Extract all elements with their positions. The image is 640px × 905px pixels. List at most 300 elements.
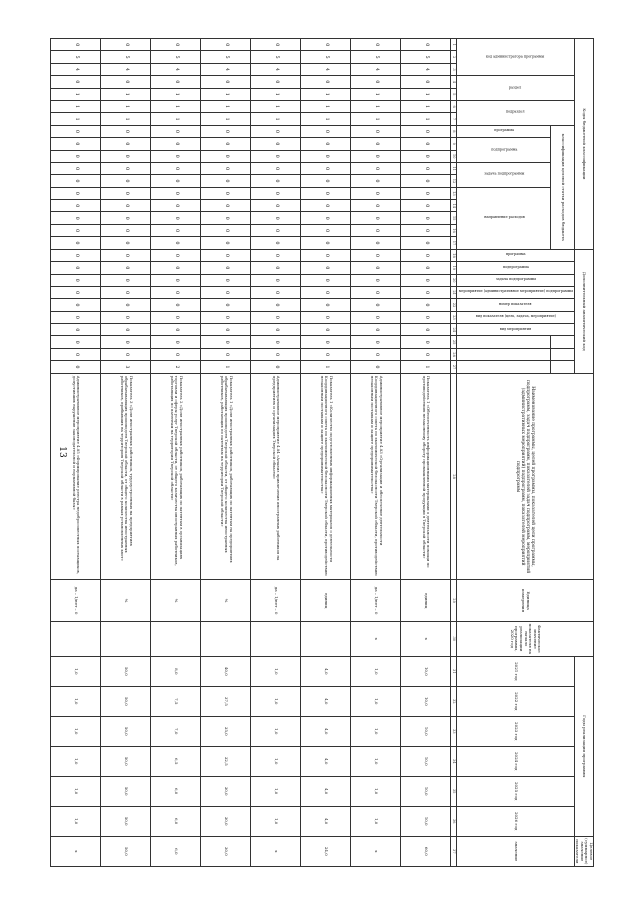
code-cell: 1 xyxy=(201,88,251,100)
header-year: 2026 год xyxy=(457,806,574,836)
row-description: Показатель 1 «Доля иностранных работников, работающих по патентам на предприятиях обрабатывающих производств Тверской области, от общего количества иностранных работников, работающих по патентам на территории Тверской области» xyxy=(201,373,251,580)
code-cell: 0 xyxy=(201,224,251,236)
code-cell: 0 xyxy=(151,262,201,274)
code-cell: 0 xyxy=(51,311,101,323)
code-cell: 1 xyxy=(401,88,451,100)
column-number: 1 xyxy=(451,39,457,51)
row-unit: единиц xyxy=(301,580,351,621)
code-cell: 0 xyxy=(351,299,401,311)
code-cell: 0 xyxy=(401,175,451,187)
code-cell: 0 xyxy=(401,311,451,323)
code-cell: 0 xyxy=(351,224,401,236)
column-number: 23 xyxy=(451,311,457,323)
row-year-value: 1,0 xyxy=(51,686,101,716)
row-actual xyxy=(201,621,251,656)
row-unit: единиц xyxy=(401,580,451,621)
code-cell: 0 xyxy=(301,262,351,274)
row-year-value: 40,0 xyxy=(201,656,251,686)
row-year-value: 50,0 xyxy=(101,686,151,716)
column-number: 15 xyxy=(451,212,457,224)
rotated-table-wrapper xyxy=(71,38,594,867)
code-cell: 0 xyxy=(151,336,201,348)
code-cell: 1 xyxy=(301,113,351,125)
column-number: 8 xyxy=(451,125,457,137)
row-year-value: 1,0 xyxy=(51,746,101,776)
code-cell: 3 xyxy=(101,361,151,373)
code-cell: 0 xyxy=(51,262,101,274)
header-target-group: Целевое (суммарное) значение показателя xyxy=(575,838,594,865)
code-cell: 0 xyxy=(51,249,101,261)
column-number: 21 xyxy=(451,286,457,298)
column-number: 34 xyxy=(451,746,457,776)
header-add-col: номер показателя xyxy=(457,299,574,311)
row-target: 60,0 xyxy=(401,836,451,866)
code-cell: 0 xyxy=(301,125,351,137)
code-cell: 0 xyxy=(251,274,301,286)
code-cell: 0 xyxy=(101,175,151,187)
code-cell: 0 xyxy=(201,162,251,174)
code-cell: 0 xyxy=(301,274,351,286)
code-cell: 0 xyxy=(401,212,451,224)
code-cell: 1 xyxy=(301,100,351,112)
code-cell: 0 xyxy=(151,237,201,250)
code-cell: 0 xyxy=(151,286,201,298)
row-year-value: 50,0 xyxy=(101,806,151,836)
code-cell: 0 xyxy=(401,237,451,250)
row-year-value: 1,0 xyxy=(251,776,301,806)
column-number: 6 xyxy=(451,100,457,112)
code-cell: 4 xyxy=(251,63,301,75)
page-number: 13 xyxy=(57,446,67,458)
code-cell: 0 xyxy=(401,39,451,51)
code-cell: 0 xyxy=(51,150,101,162)
code-cell: 0 xyxy=(51,39,101,51)
code-cell: 0 xyxy=(151,138,201,150)
code-cell: 0 xyxy=(251,175,301,187)
code-cell: 2 xyxy=(151,361,201,373)
row-year-value: 1,0 xyxy=(351,806,401,836)
code-cell: 1 xyxy=(401,361,451,373)
code-cell: 0 xyxy=(401,324,451,336)
code-cell: 0 xyxy=(51,361,101,373)
code-cell: 0 xyxy=(151,212,201,224)
code-cell: 0 xyxy=(251,299,301,311)
code-cell: 0 xyxy=(151,274,201,286)
code-cell: 0 xyxy=(351,249,401,261)
column-number: 26 xyxy=(451,348,457,360)
code-cell: 0 xyxy=(301,150,351,162)
code-cell: 0 xyxy=(351,162,401,174)
row-year-value: 50,0 xyxy=(101,746,151,776)
code-cell: 4 xyxy=(401,63,451,75)
row-year-value: 1,0 xyxy=(251,656,301,686)
code-cell: 1 xyxy=(101,113,151,125)
code-cell: 0 xyxy=(51,336,101,348)
code-cell: 0 xyxy=(51,138,101,150)
code-cell: 0 xyxy=(51,175,101,187)
code-cell: 4 xyxy=(51,63,101,75)
code-cell: 0 xyxy=(251,224,301,236)
code-cell: 0 xyxy=(201,249,251,261)
column-number: 27 xyxy=(451,361,457,373)
header-blank-a xyxy=(457,336,551,348)
code-cell: 0 xyxy=(151,200,201,212)
header-blank-b xyxy=(457,348,551,360)
code-cell: 0 xyxy=(251,39,301,51)
code-cell: 0 xyxy=(201,311,251,323)
row-year-value: 30,0 xyxy=(201,776,251,806)
code-cell: 1 xyxy=(151,88,201,100)
column-number: 5 xyxy=(451,88,457,100)
column-number: 10 xyxy=(451,150,457,162)
row-year-value: 1,0 xyxy=(251,686,301,716)
row-year-value: 10,0 xyxy=(401,716,451,746)
code-cell: 0 xyxy=(51,76,101,88)
code-cell: 0 xyxy=(51,125,101,137)
code-cell: 0 xyxy=(101,150,151,162)
row-actual xyxy=(151,621,201,656)
code-cell: 0 xyxy=(201,262,251,274)
row-year-value: 1,0 xyxy=(351,716,401,746)
header-actual: Фактическое значение показателя на начало реализации программы, 2020 год xyxy=(457,621,594,656)
code-cell: 0 xyxy=(251,262,301,274)
code-cell: 0 xyxy=(301,249,351,261)
header-extra-b xyxy=(551,348,574,360)
code-cell: 0 xyxy=(51,187,101,199)
header-add-col: программа xyxy=(457,249,574,261)
code-cell: 1 xyxy=(301,361,351,373)
row-unit: % xyxy=(101,580,151,621)
code-cell: 0 xyxy=(51,224,101,236)
code-cell: 1 xyxy=(201,361,251,373)
code-cell: 0 xyxy=(51,286,101,298)
code-cell: 0 xyxy=(201,39,251,51)
column-number: 3 xyxy=(451,63,457,75)
code-cell: 0 xyxy=(251,76,301,88)
code-cell: 0 xyxy=(201,212,251,224)
header-year: 2025 год xyxy=(457,776,574,806)
code-cell: 0 xyxy=(251,336,301,348)
table-row xyxy=(401,39,451,867)
column-number: 2 xyxy=(451,51,457,63)
row-year-value: 1,0 xyxy=(51,776,101,806)
code-cell: 0 xyxy=(101,262,151,274)
code-cell: 0 xyxy=(201,348,251,360)
row-target: x xyxy=(251,836,301,866)
indicator-table xyxy=(50,38,594,867)
code-cell: 0 xyxy=(51,212,101,224)
code-cell: 0 xyxy=(301,336,351,348)
code-cell: 0 xyxy=(251,286,301,298)
code-cell: 0 xyxy=(301,187,351,199)
row-target: x xyxy=(51,836,101,866)
code-cell: 0 xyxy=(101,76,151,88)
code-cell: 0 xyxy=(151,162,201,174)
code-cell: 0 xyxy=(401,299,451,311)
row-year-value: 50,0 xyxy=(101,716,151,746)
code-cell: 0 xyxy=(201,175,251,187)
code-cell: 0 xyxy=(301,348,351,360)
code-cell: 0 xyxy=(101,299,151,311)
header-year: 2021 год xyxy=(457,656,574,686)
column-number: 29 xyxy=(451,580,457,621)
code-cell: 1 xyxy=(101,100,151,112)
header-target-value: значение xyxy=(457,836,574,866)
row-year-value: 37,5 xyxy=(201,686,251,716)
header-extra-c xyxy=(551,361,574,373)
code-cell: 0 xyxy=(301,237,351,250)
row-unit: да – 1/нет – 0 xyxy=(351,580,401,621)
column-number: 16 xyxy=(451,224,457,236)
code-cell: 0 xyxy=(251,125,301,137)
column-number: 17 xyxy=(451,237,457,250)
code-cell: 0 xyxy=(401,286,451,298)
code-cell: 1 xyxy=(151,100,201,112)
column-number: 30 xyxy=(451,621,457,656)
header-add-col: подпрограмма xyxy=(457,262,574,274)
code-cell: 0 xyxy=(351,187,401,199)
code-cell: 0 xyxy=(151,187,201,199)
header-program: программа xyxy=(457,125,551,137)
row-year-value: 35,0 xyxy=(201,716,251,746)
code-cell: 1 xyxy=(201,100,251,112)
header-add-col: мероприятие (административное мероприятие) подпрограммы xyxy=(457,286,574,298)
row-target: 6,0 xyxy=(151,836,201,866)
table-row xyxy=(101,39,151,867)
column-number: 25 xyxy=(451,336,457,348)
row-description: Административное мероприятие 4.03 «Организация и обеспечение деятельности Координационного совета по экономической безопасности Тверской области, противодействию незаконным поставкам и защите предпринимательства» xyxy=(351,373,401,580)
code-cell: 5 xyxy=(101,51,151,63)
code-cell: 0 xyxy=(251,212,301,224)
code-cell: 0 xyxy=(101,162,151,174)
code-cell: 0 xyxy=(101,212,151,224)
row-year-value: 50,0 xyxy=(101,776,151,806)
code-cell: 1 xyxy=(51,113,101,125)
header-admin-code: код администратора программы xyxy=(457,39,574,76)
column-number: 12 xyxy=(451,175,457,187)
code-cell: 0 xyxy=(351,361,401,373)
code-cell: 1 xyxy=(251,88,301,100)
column-number: 35 xyxy=(451,776,457,806)
code-cell: 5 xyxy=(301,51,351,63)
code-cell: 0 xyxy=(201,274,251,286)
code-cell: 5 xyxy=(201,51,251,63)
code-cell: 0 xyxy=(201,324,251,336)
code-cell: 1 xyxy=(51,100,101,112)
row-year-value: 8,0 xyxy=(151,656,201,686)
code-cell: 1 xyxy=(251,113,301,125)
row-year-value: 10,0 xyxy=(401,746,451,776)
code-cell: 0 xyxy=(301,286,351,298)
code-cell: 0 xyxy=(401,262,451,274)
column-number: 37 xyxy=(451,836,457,866)
header-direction: направление расходов xyxy=(457,187,551,249)
code-cell: 0 xyxy=(151,348,201,360)
row-year-value: 7,0 xyxy=(151,716,201,746)
code-cell: 0 xyxy=(351,311,401,323)
column-number: 22 xyxy=(451,299,457,311)
code-cell: 0 xyxy=(101,324,151,336)
code-cell: 0 xyxy=(401,150,451,162)
code-cell: 0 xyxy=(251,324,301,336)
code-cell: 0 xyxy=(251,150,301,162)
code-cell: 0 xyxy=(401,336,451,348)
row-target: x xyxy=(351,836,401,866)
code-cell: 0 xyxy=(401,348,451,360)
header-codes-group: Коды бюджетной классификации xyxy=(574,39,593,250)
code-cell: 1 xyxy=(351,88,401,100)
code-cell: 5 xyxy=(151,51,201,63)
code-cell: 0 xyxy=(251,162,301,174)
code-cell: 0 xyxy=(251,311,301,323)
code-cell: 0 xyxy=(151,76,201,88)
row-description: Административное мероприятие 4.05 «Формирование реестра недобросовестных поставщиков, допустивших нарушения законодательной и нормативной базы» xyxy=(51,373,101,580)
table-row xyxy=(301,39,351,867)
row-year-value: 1,0 xyxy=(51,716,101,746)
code-cell: 0 xyxy=(201,286,251,298)
code-cell: 0 xyxy=(301,175,351,187)
code-cell: 0 xyxy=(101,39,151,51)
column-number: 28 xyxy=(451,373,457,580)
row-year-value: 7,5 xyxy=(151,686,201,716)
column-number: 24 xyxy=(451,324,457,336)
code-cell: 4 xyxy=(101,63,151,75)
row-year-value: 4,0 xyxy=(301,656,351,686)
code-cell: 0 xyxy=(151,224,201,236)
code-cell: 0 xyxy=(201,299,251,311)
header-add-col: вид мероприятия xyxy=(457,324,574,336)
code-cell: 1 xyxy=(201,113,251,125)
column-number: 20 xyxy=(451,274,457,286)
code-cell: 0 xyxy=(301,299,351,311)
code-cell: 0 xyxy=(401,224,451,236)
header-section: раздел xyxy=(457,76,574,101)
code-cell: 0 xyxy=(301,39,351,51)
code-cell: 1 xyxy=(301,88,351,100)
code-cell: 0 xyxy=(351,150,401,162)
code-cell: 5 xyxy=(251,51,301,63)
code-cell: 1 xyxy=(401,113,451,125)
code-cell: 1 xyxy=(351,100,401,112)
code-cell: 0 xyxy=(351,237,401,250)
row-unit: да – 1/нет – 0 xyxy=(251,580,301,621)
code-cell: 0 xyxy=(51,200,101,212)
code-cell: 0 xyxy=(251,237,301,250)
header-expense-class: классификация целевой статьи расходов бюджета xyxy=(551,125,574,249)
code-cell: 0 xyxy=(351,125,401,137)
code-cell: 0 xyxy=(351,175,401,187)
code-cell: 0 xyxy=(351,348,401,360)
code-cell: 0 xyxy=(201,237,251,250)
row-year-value: 4,0 xyxy=(301,746,351,776)
column-number: 18 xyxy=(451,249,457,261)
code-cell: 0 xyxy=(301,212,351,224)
row-year-value: 10,0 xyxy=(401,686,451,716)
row-actual xyxy=(251,621,301,656)
code-cell: 4 xyxy=(201,63,251,75)
header-year: 2022 год xyxy=(457,686,574,716)
row-target: 30,0 xyxy=(201,836,251,866)
code-cell: 0 xyxy=(151,39,201,51)
code-cell: 0 xyxy=(151,125,201,137)
code-cell: 0 xyxy=(151,324,201,336)
code-cell: 0 xyxy=(101,187,151,199)
row-year-value: 6,5 xyxy=(151,746,201,776)
code-cell: 0 xyxy=(201,76,251,88)
row-year-value: 4,0 xyxy=(301,806,351,836)
table-row xyxy=(251,39,301,867)
column-number: 11 xyxy=(451,162,457,174)
row-actual: x xyxy=(401,621,451,656)
table-row xyxy=(51,39,101,867)
code-cell: 0 xyxy=(351,39,401,51)
header-add-col: задача подпрограммы xyxy=(457,274,574,286)
code-cell: 0 xyxy=(351,138,401,150)
row-year-value: 4,0 xyxy=(301,686,351,716)
code-cell: 1 xyxy=(351,113,401,125)
table-row xyxy=(351,39,401,867)
code-cell: 0 xyxy=(51,348,101,360)
row-year-value: 1,0 xyxy=(251,716,301,746)
code-cell: 0 xyxy=(151,249,201,261)
code-cell: 0 xyxy=(301,324,351,336)
code-cell: 0 xyxy=(151,299,201,311)
code-cell: 0 xyxy=(201,150,251,162)
row-year-value: 50,0 xyxy=(101,656,151,686)
code-cell: 0 xyxy=(351,262,401,274)
header-unit: Единица измерения xyxy=(457,580,594,621)
row-target: 24,0 xyxy=(301,836,351,866)
row-actual xyxy=(101,621,151,656)
code-cell: 0 xyxy=(101,286,151,298)
code-cell: 0 xyxy=(51,162,101,174)
header-task: задача подпрограммы xyxy=(457,162,551,187)
row-year-value: 4,0 xyxy=(301,776,351,806)
code-cell: 0 xyxy=(301,200,351,212)
code-cell: 0 xyxy=(201,138,251,150)
table-row xyxy=(201,39,251,867)
code-cell: 1 xyxy=(51,88,101,100)
row-unit: % xyxy=(151,580,201,621)
column-number: 32 xyxy=(451,686,457,716)
header-additional-group: Дополнительный аналитический код xyxy=(574,249,593,373)
code-cell: 0 xyxy=(301,162,351,174)
header-add-col: вид показателя (цель, задача, мероприятие) xyxy=(457,311,574,323)
code-cell: 0 xyxy=(151,311,201,323)
code-cell: 0 xyxy=(301,76,351,88)
code-cell: 0 xyxy=(401,125,451,137)
code-cell: 1 xyxy=(401,100,451,112)
code-cell: 0 xyxy=(101,125,151,137)
column-number: 13 xyxy=(451,187,457,199)
header-blank-c xyxy=(457,361,551,373)
code-cell: 0 xyxy=(351,76,401,88)
code-cell: 0 xyxy=(101,237,151,250)
code-cell: 0 xyxy=(201,125,251,137)
code-cell: 0 xyxy=(401,249,451,261)
code-cell: 0 xyxy=(251,249,301,261)
code-cell: 0 xyxy=(401,187,451,199)
row-year-value: 6,0 xyxy=(151,776,201,806)
code-cell: 0 xyxy=(351,212,401,224)
code-cell: 0 xyxy=(401,200,451,212)
row-actual xyxy=(51,621,101,656)
row-year-value: 32,5 xyxy=(201,746,251,776)
code-cell: 0 xyxy=(101,249,151,261)
code-cell: 0 xyxy=(251,348,301,360)
row-description: Показатель 1 «Обеспеченность информационными материалами о деятельности помощи по противодействию незаконному обороту промышленной продукции в Тверской области» xyxy=(401,373,451,580)
code-cell: 0 xyxy=(101,336,151,348)
